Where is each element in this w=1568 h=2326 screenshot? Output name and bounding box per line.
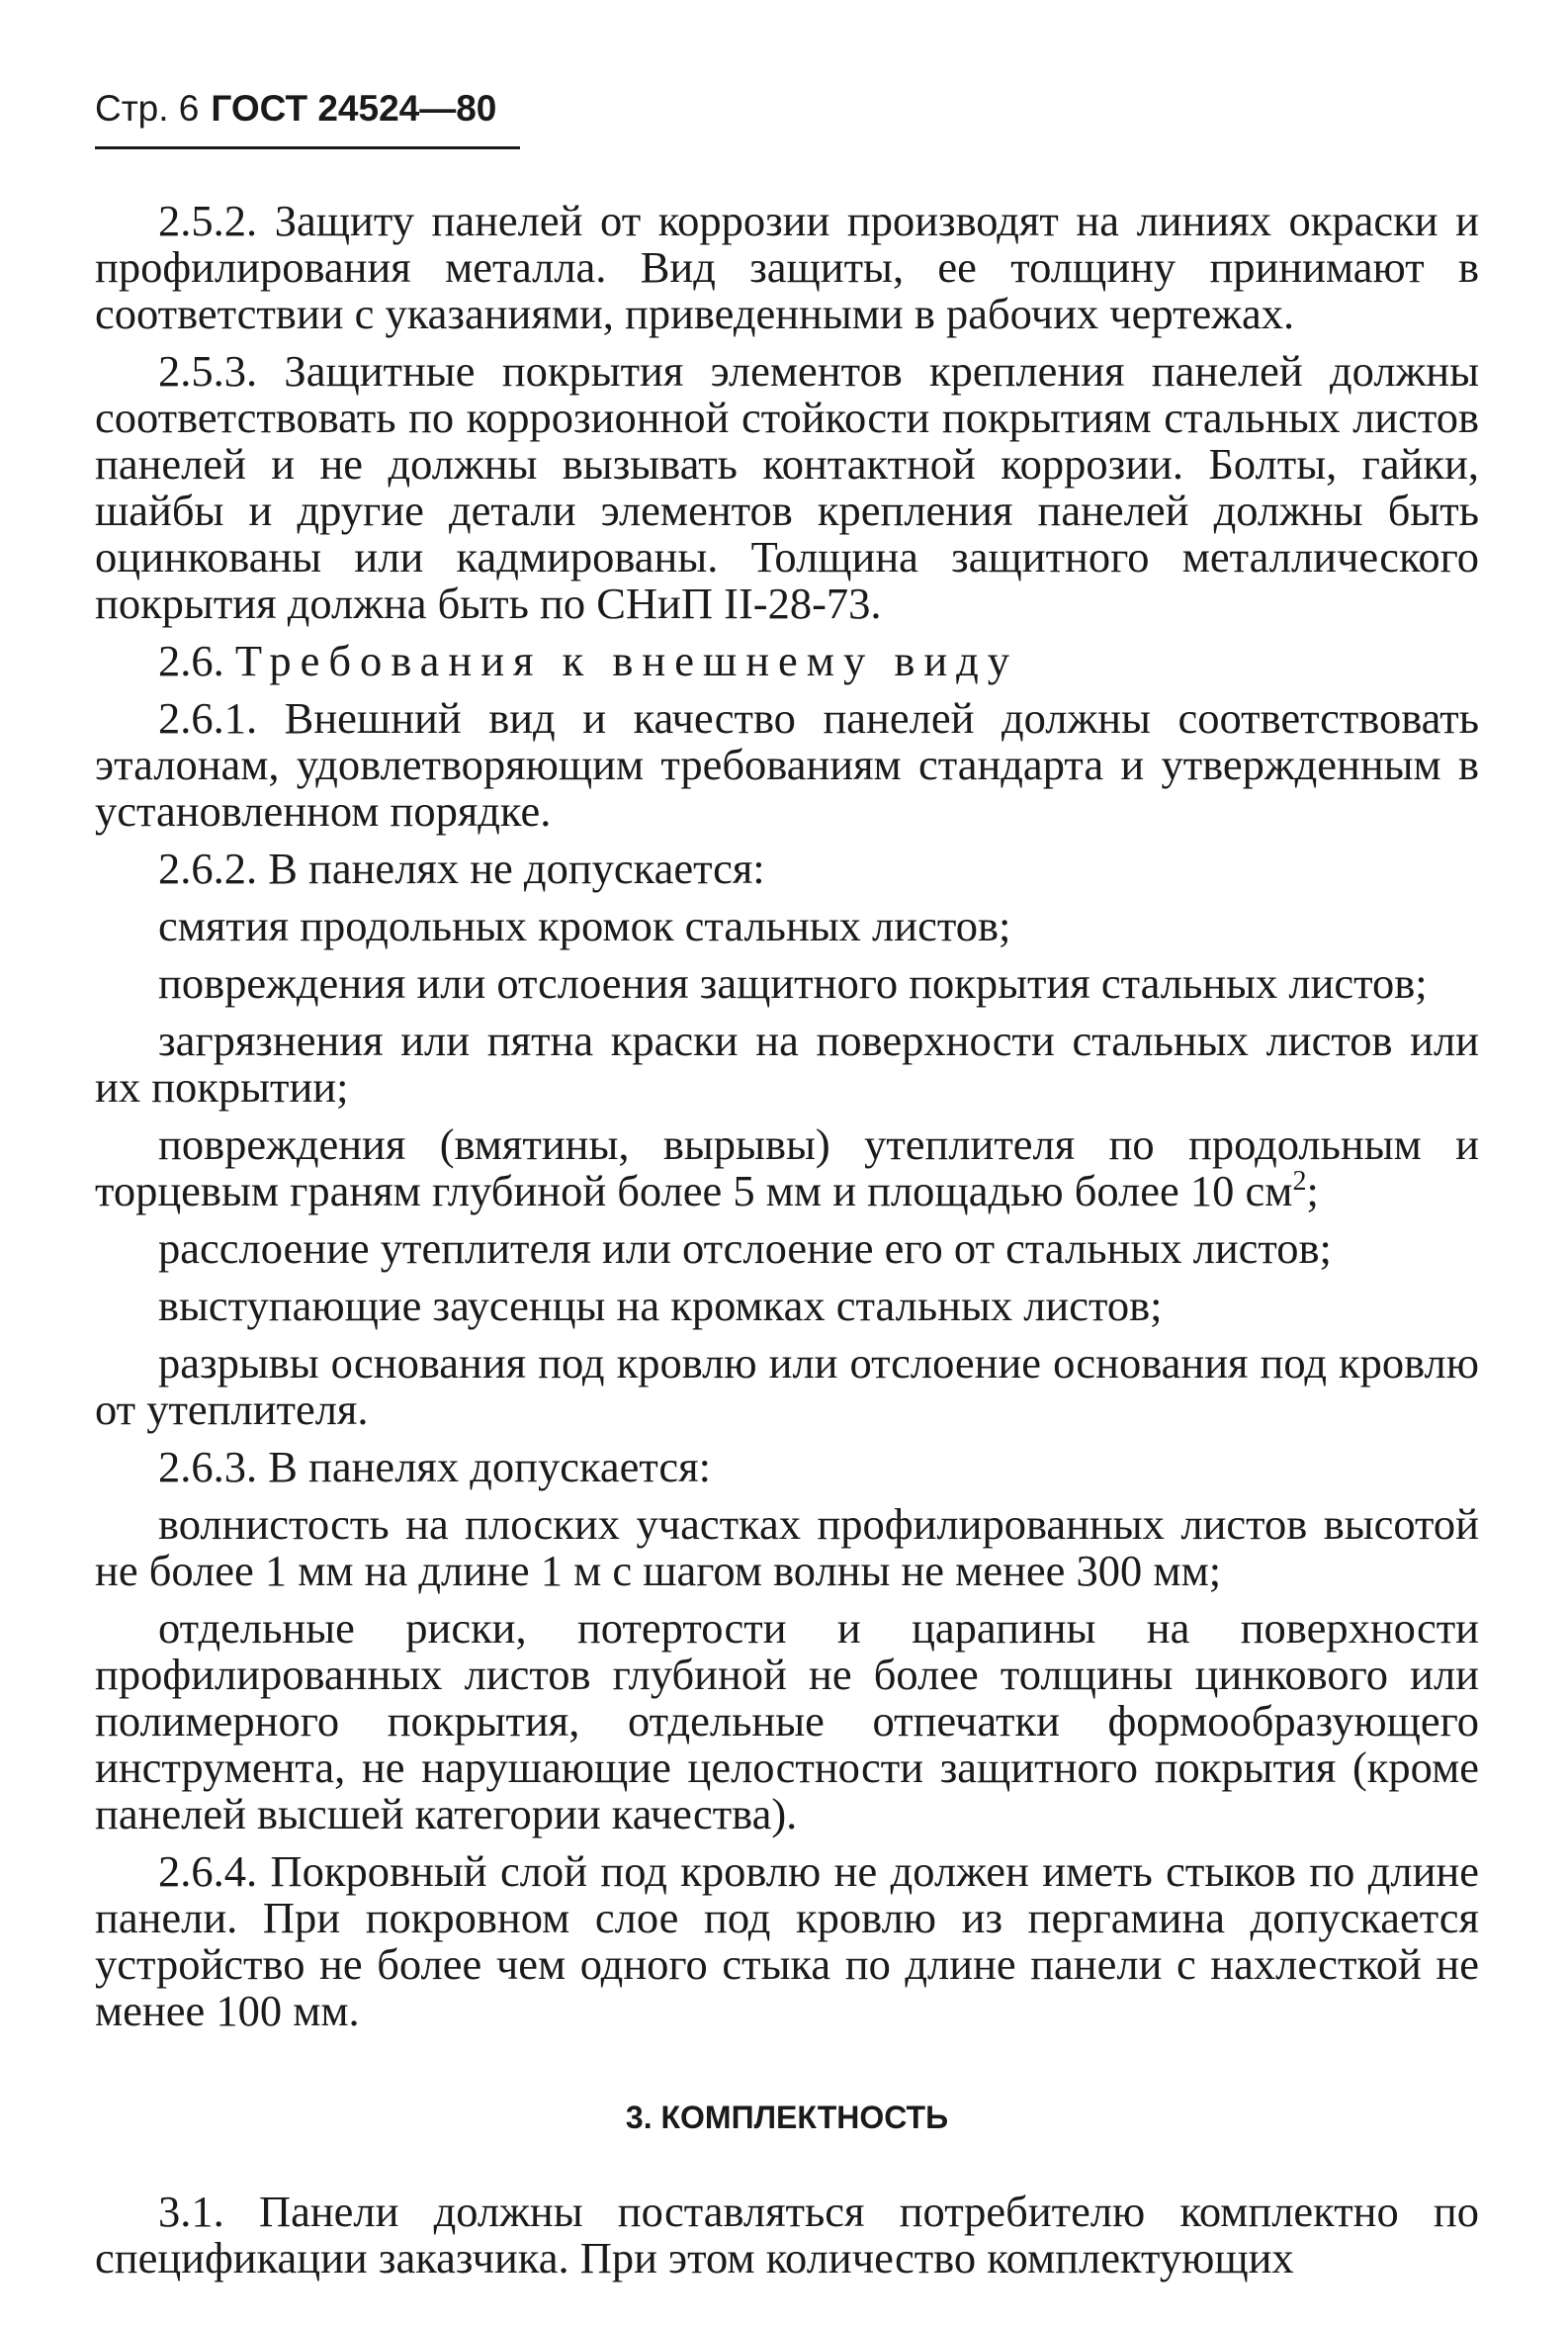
list-item: расслоение утеплителя или отслоение его от стальных листов; [158, 1223, 1332, 1273]
paragraph-2-5-3: 2.5.3. Защитные покрытия элементов крепления панелей должны соответствовать по коррозионной стойкости покрытиям стальных листов панелей и не должны вызывать контактной коррозии. Болты, гайки, шайбы и другие детали элементов крепления панелей должны быть оцинкованы или кадмированы. Толщина защитного металлического покрытия должна быть по СНиП II-28-73. [95, 346, 1479, 628]
list-item: загрязнения или пятна краски на поверхности стальных листов или их покрытии; [95, 1016, 1479, 1112]
superscript: 2 [1292, 1166, 1307, 1198]
subsection-title: Требования к внешнему виду [234, 636, 1019, 685]
list-item: отдельные риски, потертости и царапины на поверхности профилированных листов глубиной не более толщины цинкового или полимерного покрытия, отдельные отпечатки формообразующего инструмента, не нарушающие целостности защитного покрытия (кроме панелей высшей категории качества). [95, 1603, 1479, 1838]
list-item: разрывы основания под кровлю или отслоение основания под кровлю от утеплителя. [95, 1338, 1479, 1434]
header-text [95, 85, 496, 133]
list-item-suffix: ; [1306, 1166, 1319, 1215]
subsection-number: 2.6. [158, 636, 224, 685]
list-item [95, 1121, 1479, 1214]
paragraph-2-6-3: 2.6.3. В панелях допускается: [158, 1442, 711, 1491]
subsection-heading-2-6 [95, 638, 1479, 684]
document-id: ГОСТ 24524—80 [211, 88, 497, 129]
list-item-text: повреждения (вмятины, вырывы) утеплителя по продольным и торцевым граням глубиной более 5 мм и площадью более 10 см [95, 1119, 1479, 1215]
page-number: Стр. 6 [95, 88, 200, 129]
list-item: выступающие заусенцы на кромках стальных листов; [158, 1281, 1163, 1330]
paragraph-2-5-2: 2.5.2. Защиту панелей от коррозии производят на линиях окраски и профилирования металла. Вид защиты, ее толщину принимают в соответствии с указаниями, приведенными в рабочих чертежах. [95, 196, 1479, 338]
paragraph-2-6-4: 2.6.4. Покровный слой под кровлю не должен иметь стыков по длине панели. При покровном слое под кровлю из пергамина допускается устройство не более чем одного стыка по длине панели с нахлесткой не менее 100 мм. [95, 1846, 1479, 2035]
document-body [95, 198, 1479, 2292]
section-heading: 3. КОМПЛЕКТНОСТЬ [625, 2100, 949, 2135]
paragraph-2-6-2: 2.6.2. В панелях не допускается: [158, 844, 765, 893]
paragraph-3-1: 3.1. Панели должны поставляться потребителю комплектно по спецификации заказчика. При этом количество комплектующих [95, 2187, 1479, 2282]
paragraph-2-6-1: 2.6.1. Внешний вид и качество панелей должны соответствовать эталонам, удовлетворяющим требованиям стандарта и утвержденным в установленном порядке. [95, 693, 1479, 836]
list-item: волнистость на плоских участках профилированных листов высотой не более 1 мм на длине 1 м с шагом волны не менее 300 мм; [95, 1499, 1479, 1595]
page-header [95, 85, 520, 149]
list-item: повреждения или отслоения защитного покрытия стальных листов; [158, 958, 1428, 1008]
list-item: смятия продольных кромок стальных листов; [158, 901, 1011, 950]
